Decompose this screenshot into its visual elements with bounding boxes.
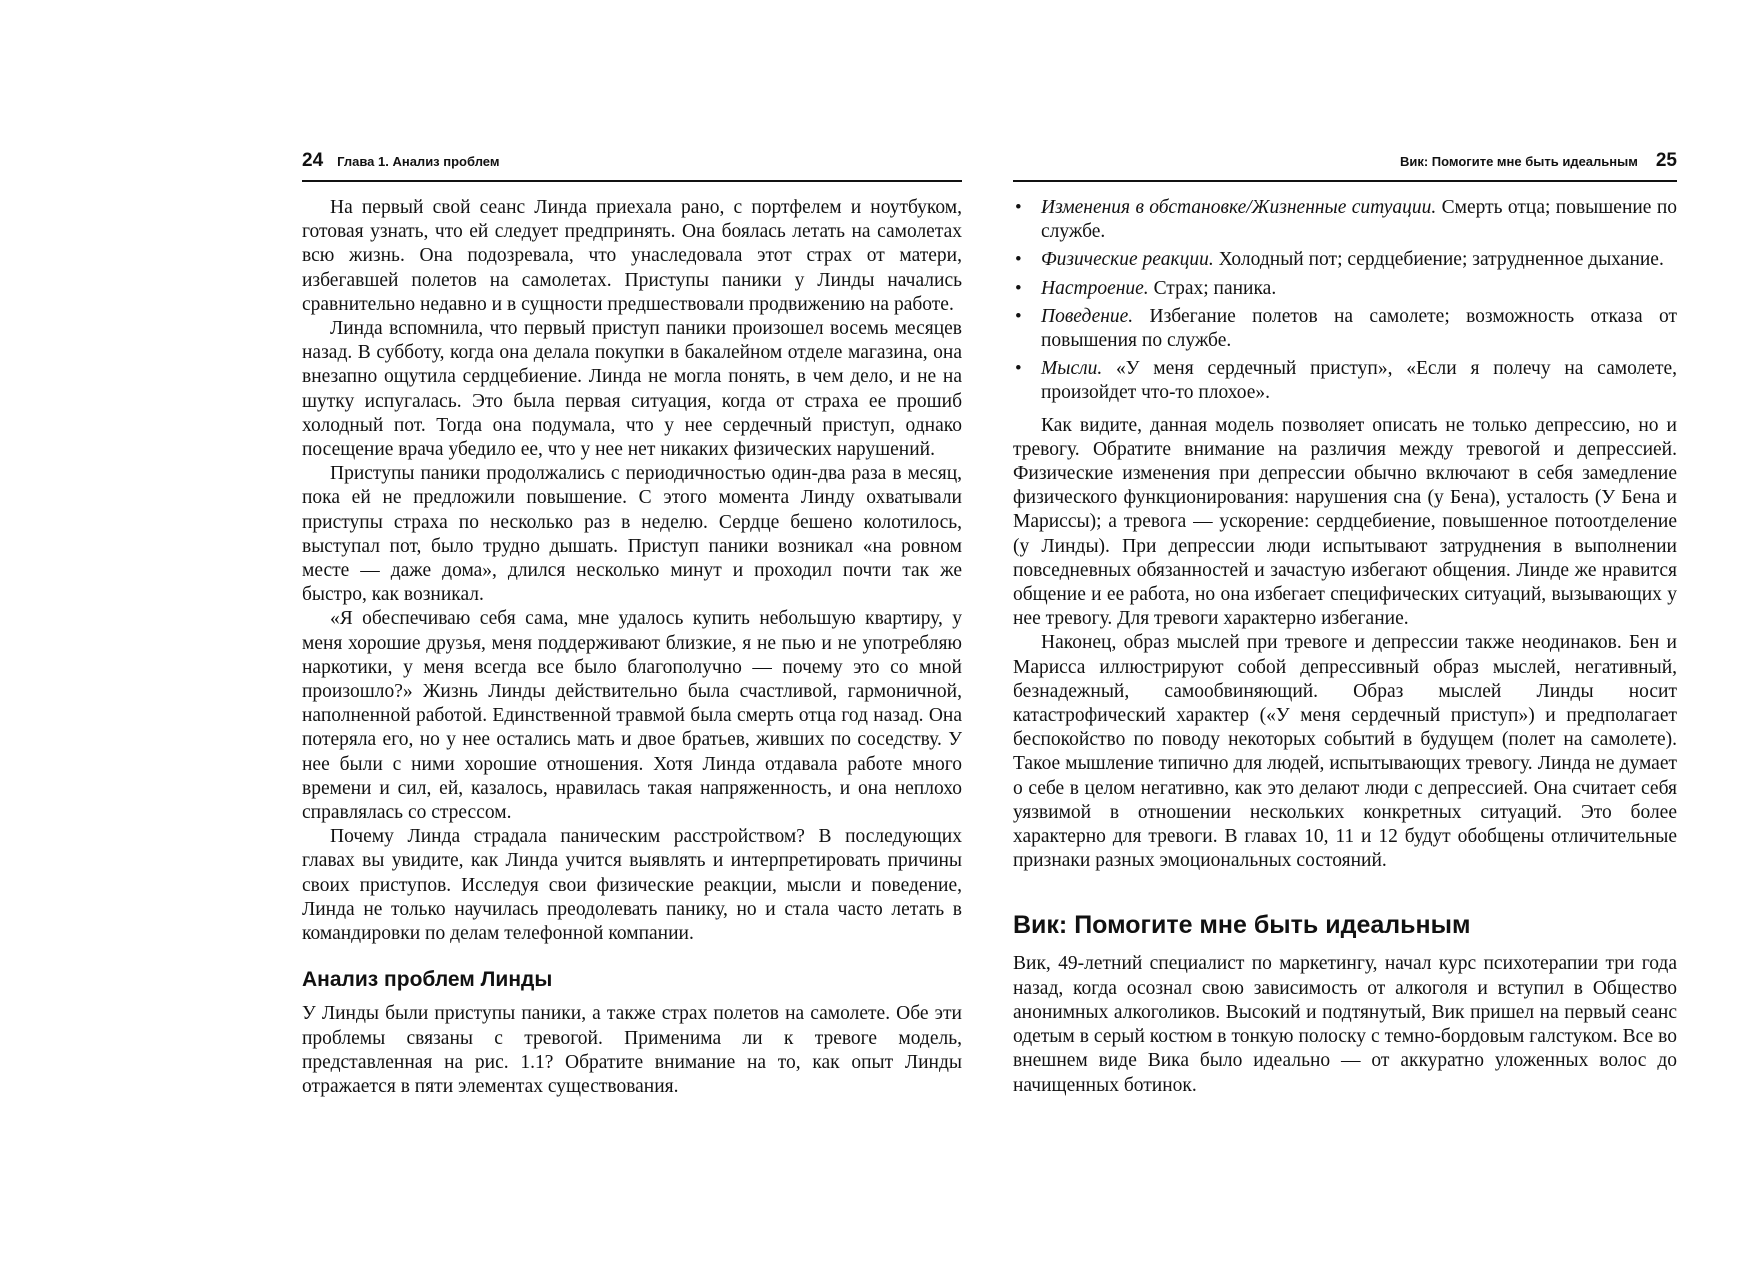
left-paragraph-4: «Я обеспечиваю себя сама, мне удалось купить небольшую квартиру, у меня хорошие друзья, меня поддерживают близкие, я не пью и не употребляю наркотики, у меня всегда все было благополучно — почему это со мной произошло?» Жизнь Линды действительно была счастливой, гармоничной, наполненной работой. Единственной травмой была смерть отца год назад. Она потеряла его, но у нее остались мать и двое братьев, живших по соседству. У нее были с ними хорошие отношения. Хотя Линда отдавала работе много времени и сил, ей, казалось, нравилась такая напряженность, и она неплохо справлялась со стрессом. — [302, 608, 962, 824]
bullet-label: Настроение. — [1041, 277, 1149, 299]
left-page-number: 24 — [302, 150, 324, 171]
bullet-text: «У меня сердечный приступ», «Если я полечу на самолете, произойдет что-то плохое». — [1041, 358, 1677, 404]
right-paragraph-1: Как видите, данная модель позволяет описать не только депрессию, но и тревогу. Обратите внимание на различия между тревогой и депрессией. Физические изменения при депрессии обычно включают в себя замедление физического функционирования: нарушения сна (у Бена), усталость (У Бена и Мариссы); а тревога — ускорение: сердцебиение, повышенное потоотделение (у Линды). При депрессии люди испытывают затруднения в выполнении повседневных обязанностей и зачастую избегают общения. Линде же нравится общение и ее работа, но она избегает специфических ситуаций, вызывающих у нее тревогу. Для тревоги характерно избегание. — [1013, 414, 1677, 630]
bullet-text: Холодный пот; сердцебиение; затрудненное дыхание. — [1213, 249, 1664, 271]
right-paragraph-2: Наконец, образ мыслей при тревоге и депрессии также неодинаков. Бен и Марисса иллюстрируют собой депрессивный образ мыслей, негативный, безнадежный, самообвиняющий. Образ мыслей Линды носит катастрофический характер («У меня сердечный приступ») и предполагает беспокойство по поводу некоторых событий в будущем (полет на самолете). Такое мышление типично для людей, испытывающих тревогу. Линда не думает о себе в целом негативно, как это делают люди с депрессией. Она считает себя уязвимой в отношении нескольких конкретных ситуаций. Это более характерно для тревоги. В главах 10, 11 и 12 будут обобщены отличительные признаки разных эмоциональных состояний. — [1013, 632, 1677, 872]
right-running-head — [1013, 150, 1677, 182]
right-section-paragraph: Вик, 49-летний специалист по маркетингу, начал курс психотерапии три года назад, когда осознал свою зависимость от алкоголя и вступил в Общество анонимных алкоголиков. Высокий и подтянутый, Вик пришел на первый сеанс одетым в серый костюм в тонкую полоску с темно-бордовым галстуком. Все во внешнем виде Вика было идеально — от аккуратно уложенных волос до начищенных ботинок. — [1013, 953, 1677, 1096]
bullet-label: Изменения в обстановке/Жизненные ситуации. — [1041, 197, 1437, 218]
bullet-label: Поведение. — [1041, 305, 1134, 327]
bullet-icon: • — [1015, 277, 1022, 299]
bullet-text: Страх; паника. — [1148, 277, 1277, 299]
bullet-item — [1013, 248, 1677, 272]
bullet-icon: • — [1015, 305, 1022, 327]
bullet-label: Физические реакции. — [1041, 249, 1214, 271]
right-page — [1013, 150, 1677, 1098]
bullet-icon: • — [1015, 249, 1022, 271]
bullet-icon: • — [1015, 197, 1022, 218]
left-section-heading: Анализ проблем Линды — [302, 968, 553, 992]
right-running-title: Вик: Помогите мне быть идеальным — [1399, 154, 1638, 169]
left-paragraph-1: На первый свой сеанс Линда приехала рано, с портфелем и ноутбуком, готовая узнать, что ей следует предпринять. Она боялась летать на самолетах всю жизнь. Она подозревала, что унаследовала этот страх от матери, избегавшей полетов на самолетах. Приступы паники у Линды начались сравнительно недавно и в сущности предшествовали продвижению на работе. — [302, 197, 962, 315]
bullet-icon: • — [1015, 358, 1022, 380]
bullet-item — [1013, 357, 1677, 405]
right-page-number: 25 — [1655, 150, 1677, 171]
left-paragraph-5: Почему Линда страдала паническим расстройством? В последующих главах вы увидите, как Линда учится выявлять и интерпретировать причины своих приступов. Исследуя свои физические реакции, мысли и поведение, Линда не только научилась преодолевать панику, но и стала часто летать в командировки по делам телефонной компании. — [302, 826, 962, 945]
left-paragraph-3: Приступы паники продолжались с периодичностью один-два раза в месяц, пока ей не предложили повышение. С этого момента Линду охватывали приступы страха по несколько раз в неделю. Сердце бешено колотилось, выступал пот, было трудно дышать. Приступ паники возникал «на ровном месте — даже дома», длился несколько минут и проходил почти так же быстро, как возникал. — [302, 463, 962, 606]
left-page — [302, 150, 962, 1099]
left-running-head — [302, 150, 962, 182]
right-section-heading: Вик: Помогите мне быть идеальным — [1013, 911, 1471, 940]
bullet-label: Мысли. — [1041, 358, 1103, 380]
bullet-text: Избегание полетов на самолете; возможность отказа от повышения по службе. — [1041, 305, 1677, 352]
bullet-text: Смерть отца; повышение по службе. — [1041, 197, 1677, 243]
left-section-paragraph: У Линды были приступы паники, а также страх полетов на самолете. Обе эти проблемы связаны с тревогой. Применима ли к тревоге модель, представленная на рис. 1.1? Обратите внимание на то, как опыт Линды отражается в пяти элементах существования. — [302, 1003, 962, 1097]
element-bullet-list — [1013, 196, 1677, 406]
bullet-item — [1013, 196, 1677, 244]
left-running-title: Глава 1. Анализ проблем — [337, 154, 500, 169]
left-paragraph-2: Линда вспомнила, что первый приступ паники произошел восемь месяцев назад. В субботу, когда она делала покупки в бакалейном отделе магазина, она внезапно ощутила сердцебиение. Линда не могла понять, в чем дело, и не на шутку испугалась. Это была первая ситуация, когда от страха ее прошиб холодный пот. Тогда она подумала, что у нее сердечный приступ, однако посещение врача убедило ее, что у нее нет никаких физических нарушений. — [302, 318, 962, 461]
bullet-item — [1013, 277, 1677, 301]
bullet-item — [1013, 305, 1677, 353]
